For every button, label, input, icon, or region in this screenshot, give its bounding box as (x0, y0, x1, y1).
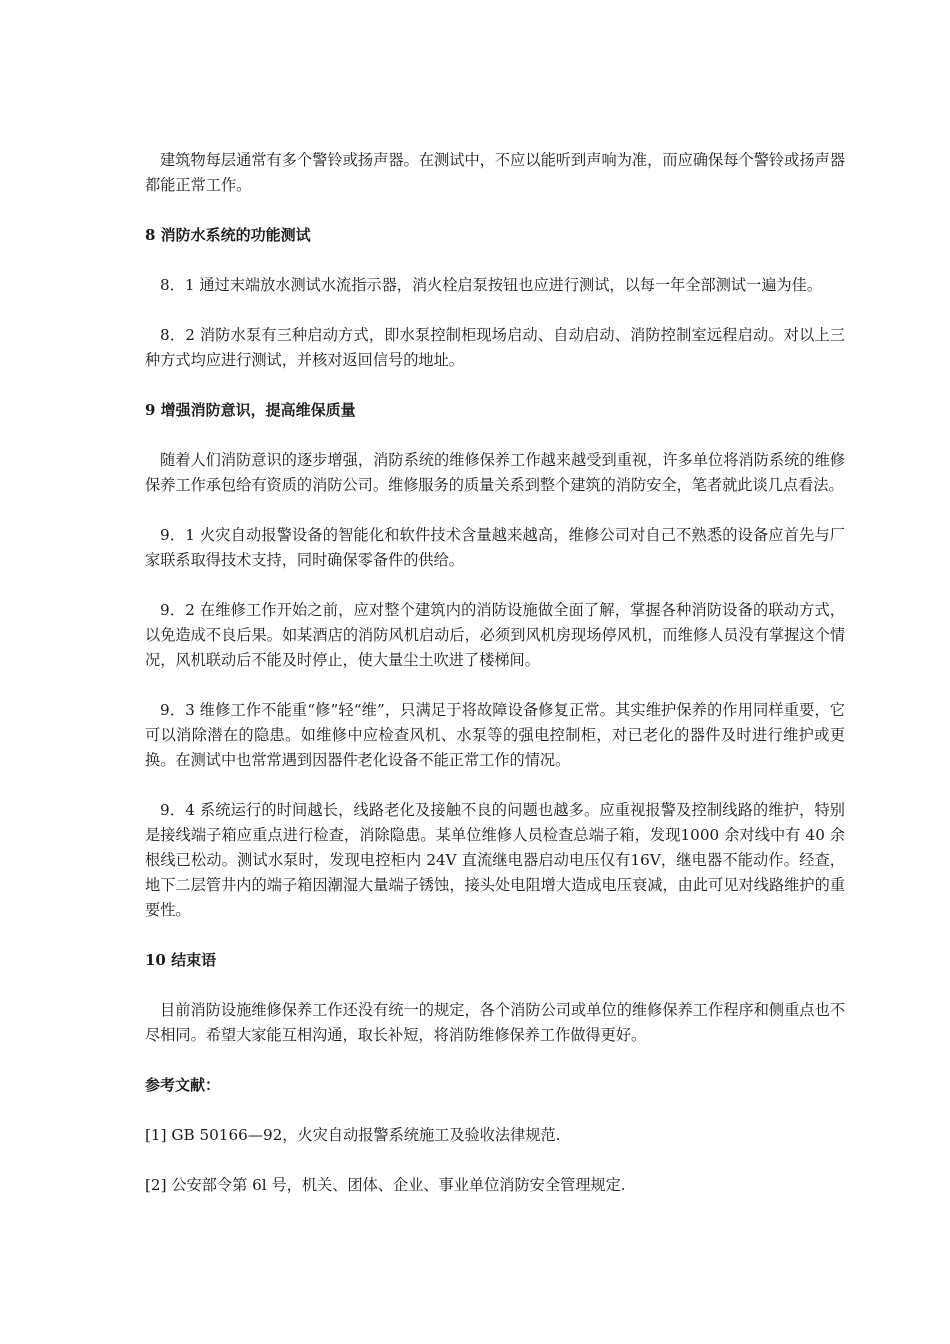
reference-1: [1] GB 50166—92，火灾自动报警系统施工及验收法律规范. (145, 1126, 561, 1144)
spacer (145, 923, 845, 948)
spacer (145, 1098, 845, 1123)
spacer (145, 773, 845, 798)
document-body (145, 148, 845, 1198)
paragraph-8-2: 8．2 消防水泵有三种启动方式，即水泵控制柜现场启动、自动启动、消防控制室远程启动。对以上三种方式均应进行测试，并核对返回信号的地址。 (145, 326, 845, 369)
spacer (145, 198, 845, 223)
spacer (145, 298, 845, 323)
paragraph-alarm-test: 建筑物每层通常有多个警铃或扬声器。在测试中，不应以能听到声响为准，而应确保每个警铃或扬声器都能正常工作。 (145, 151, 845, 194)
paragraph-9-2: 9．2 在维修工作开始之前，应对整个建筑内的消防设施做全面了解，掌握各种消防设备的联动方式，以免造成不良后果。如某酒店的消防风机启动后，必须到风机房现场停风机，而维修人员没有掌握这个情况，风机联动后不能及时停止，使大量尘土吹进了楼梯间。 (145, 601, 845, 669)
references-heading: 参考文献： (145, 1076, 221, 1094)
paragraph-10: 目前消防设施维修保养工作还没有统一的规定，各个消防公司或单位的维修保养工作程序和侧重点也不尽相同。希望大家能互相沟通，取长补短，将消防维修保养工作做得更好。 (145, 1001, 845, 1044)
spacer (145, 423, 845, 448)
spacer (145, 1148, 845, 1173)
paragraph-9-1: 9．1 火灾自动报警设备的智能化和软件技术含量越来越高，维修公司对自己不熟悉的设备应首先与厂家联系取得技术支持，同时确保零备件的供给。 (145, 526, 845, 569)
spacer (145, 573, 845, 598)
spacer (145, 373, 845, 398)
spacer (145, 1048, 845, 1073)
spacer (145, 673, 845, 698)
spacer (145, 498, 845, 523)
section-heading-9: 9 增强消防意识，提高维保质量 (145, 401, 356, 419)
spacer (145, 248, 845, 273)
section-heading-8: 8 消防水系统的功能测试 (145, 226, 311, 244)
paragraph-9-3: 9．3 维修工作不能重“修”轻“维”，只满足于将故障设备修复正常。其实维护保养的作用同样重要，它可以消除潜在的隐患。如维修中应检查风机、水泵等的强电控制柜，对已老化的器件及时进行维护或更换。在测试中也常常遇到因器件老化设备不能正常工作的情况。 (145, 701, 845, 769)
paragraph-8-1: 8．1 通过末端放水测试水流指示器，消火栓启泵按钮也应进行测试，以每一年全部测试一遍为佳。 (160, 276, 823, 294)
paragraph-9-4: 9．4 系统运行的时间越长，线路老化及接触不良的问题也越多。应重视报警及控制线路的维护，特别是接线端子箱应重点进行检查，消除隐患。某单位维修人员检查总端子箱，发现1000 余对线中有 40 余根线已松动。测试水泵时，发现电控柜内 24V 直流继电器启动电压仅有16V，继电器不能动作。经查，地下二层管井内的端子箱因潮湿大量端子锈蚀，接头处电阻增大造成电压衰减，由此可见对线路维护的重要性。 (145, 801, 845, 919)
spacer (145, 973, 845, 998)
paragraph-9-intro: 随着人们消防意识的逐步增强，消防系统的维修保养工作越来越受到重视，许多单位将消防系统的维修保养工作承包给有资质的消防公司。维修服务的质量关系到整个建筑的消防安全，笔者就此谈几点看法。 (145, 451, 845, 494)
reference-2: [2] 公安部令第 6l 号，机关、团体、企业、事业单位消防安全管理规定. (145, 1176, 626, 1194)
section-heading-10: 10 结束语 (145, 951, 217, 969)
